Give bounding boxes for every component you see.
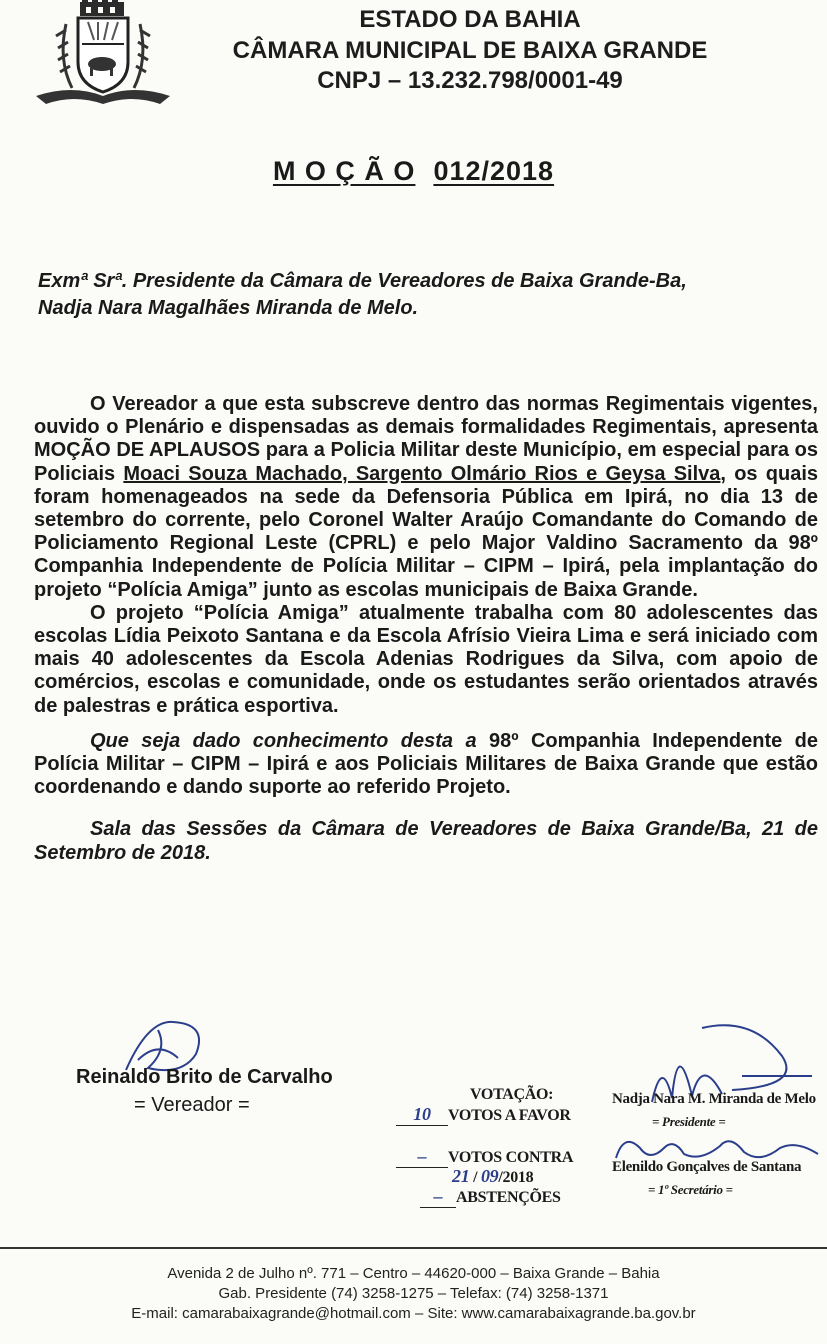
paragraph-1-start: O Vereador a que esta subscreve dentro das normas Regimentais vigentes, ouvido o Plenário e dispensadas as demais formalidades Regimentais, apresenta MOÇÃO DE APLAUSOS para a Policia Militar deste Município, em especial para os Policiais xyxy=(34,393,818,485)
motion-body xyxy=(34,393,818,865)
paragraph-2: O projeto “Polícia Amiga” atualmente trabalha com 80 adolescentes das escolas Lídia Peixoto Santana e da Escola Afrísio Vieira Lima e será iniciado com mais 40 adolescentes da Escola Adenias Rodrigues da Silva, com apoio de comércios, escolas e comunidade, onde os estudantes serão orientados através de palestras e prática esportiva. xyxy=(34,601,818,717)
paragraph-1-end: , os quais foram homenageados na sede da Defensoria Pública em Ipirá, no dia 13 de setembro do corrente, pelo Coronel Walter Araújo Comandante do Comando de Policiamento Regional Leste (CPRL) e pelo Major Valdino Sacramento da 98º Companhia Independente de Polícia Militar – CIPM – Ipirá, pela implantação do projeto “Polícia Amiga” junto as escolas municipais de Baixa Grande. xyxy=(34,462,818,601)
voting-date-row: 21 / 09/2018 xyxy=(452,1166,534,1186)
addressee xyxy=(38,268,808,322)
paragraph-3-rest: 98º Companhia Independente de Polícia Militar – CIPM – Ipirá e aos Policiais Militares de Baixa Grande que estão coordenando e dando suporte ao referido Projeto. xyxy=(34,729,818,799)
secretary-name: Elenildo Gonçalves de Santana xyxy=(612,1159,802,1175)
paragraph-3 xyxy=(34,730,818,800)
abstentions-row xyxy=(420,1186,561,1208)
municipal-coat-of-arms-icon xyxy=(32,0,174,108)
closing-statement: Sala das Sessões da Câmara de Vereadores de Baixa Grande/Ba, 21 de Setembro de 2018. xyxy=(34,818,818,864)
paragraph-1 xyxy=(34,393,818,602)
paragraph-3-italic: Que seja dado conhecimento desta a xyxy=(90,729,477,752)
header-cnpj: CNPJ – 13.232.798/0001-49 xyxy=(317,67,623,94)
votes-contra-value: – xyxy=(417,1146,427,1166)
footer-address: Avenida 2 de Julho nº. 771 – Centro – 44620-000 – Baixa Grande – Bahia xyxy=(167,1265,660,1282)
header-state: ESTADO DA BAHIA xyxy=(359,6,581,33)
votes-contra-row xyxy=(396,1146,573,1168)
addressee-line-2: Nadja Nara Magalhães Miranda de Melo. xyxy=(38,297,419,319)
votes-favor-value: 10 xyxy=(413,1104,431,1124)
voting-date-month: 09 xyxy=(480,1166,499,1186)
president-role: = Presidente = xyxy=(652,1114,726,1129)
document-title xyxy=(0,156,827,187)
footer-phones: Gab. Presidente (74) 3258-1275 – Telefax: (74) 3258-1371 xyxy=(218,1285,609,1302)
votes-favor-label: VOTOS A FAVOR xyxy=(448,1107,571,1124)
abstentions-label: ABSTENÇÕES xyxy=(456,1189,561,1206)
president-name: Nadja Nara M. Miranda de Melo xyxy=(612,1091,816,1107)
footer-contact: E-mail: camarabaixagrande@hotmail.com – Site: www.camarabaixagrande.ba.gov.br xyxy=(131,1305,696,1322)
votes-favor-row xyxy=(396,1104,571,1126)
honored-officers: Moaci Souza Machado, Sargento Olmário Rios e Geysa Silva xyxy=(123,462,721,485)
title-word: M O Ç Ã O xyxy=(272,156,416,186)
addressee-line-1: Exmª Srª. Presidente da Câmara de Vereadores de Baixa Grande-Ba, xyxy=(38,270,687,292)
abstentions-value: – xyxy=(433,1186,443,1206)
header-chamber: CÂMARA MUNICIPAL DE BAIXA GRANDE xyxy=(232,37,708,64)
title-number: 012/2018 xyxy=(433,156,555,186)
voting-date-year: /2018 xyxy=(498,1169,534,1186)
voting-date-day: 21 xyxy=(452,1166,470,1186)
secretary-role: = 1º Secretário = xyxy=(648,1182,733,1197)
votes-contra-label: VOTOS CONTRA xyxy=(448,1149,574,1166)
footer xyxy=(0,1264,827,1324)
voting-title: VOTAÇÃO: xyxy=(470,1086,554,1103)
author-role: = Vereador = xyxy=(134,1094,250,1116)
footer-divider xyxy=(0,1247,827,1249)
author-name: Reinaldo Brito de Carvalho xyxy=(76,1066,333,1088)
